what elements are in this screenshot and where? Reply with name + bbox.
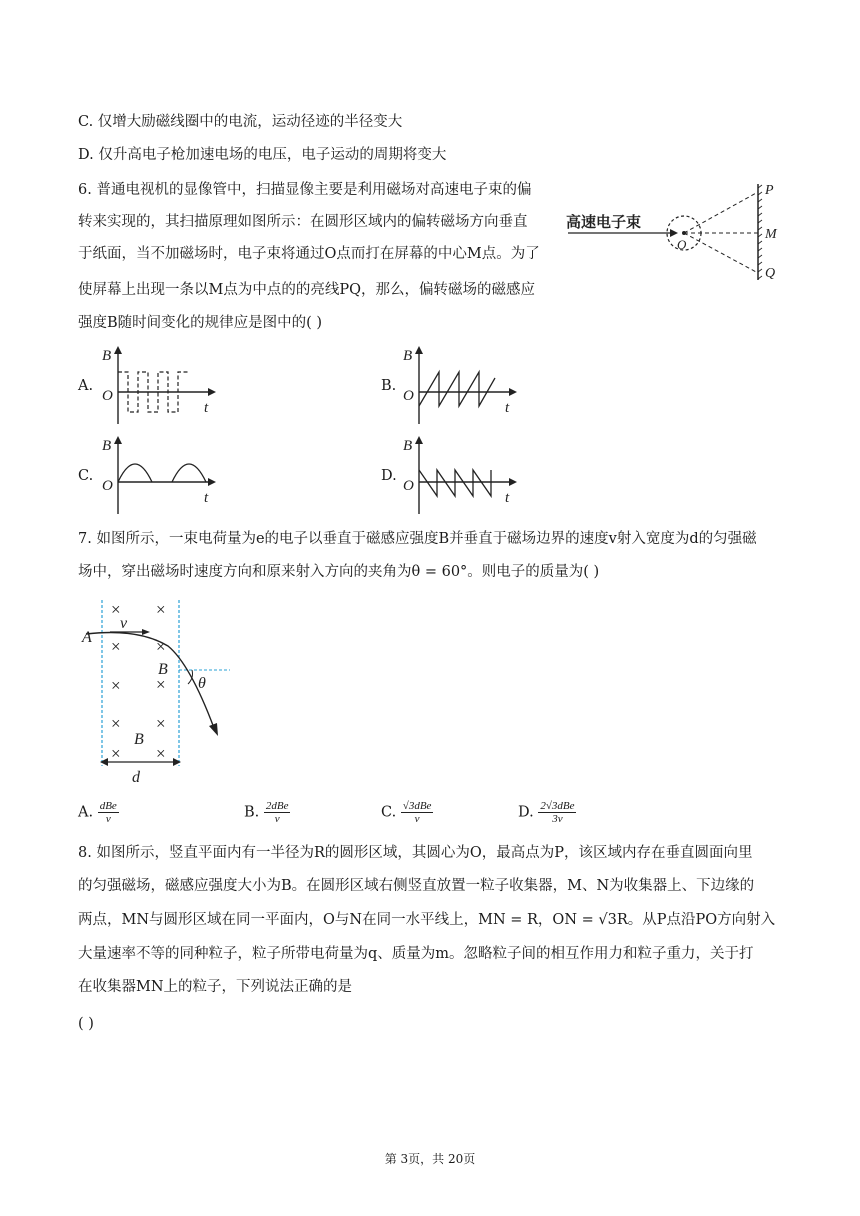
q6-line-2: 转来实现的，其扫描原理如图所示：在圆形区域内的偏转磁场方向垂直 (78, 214, 528, 230)
svg-text:t: t (204, 490, 209, 506)
svg-text:×: × (156, 714, 166, 733)
svg-text:×: × (156, 744, 166, 763)
label-v: v (120, 615, 128, 632)
q6-line-1: 6. 普通电视机的显像管中，扫描显像主要是利用磁场对高速电子束的偏 (78, 182, 532, 198)
q8-line-4: 大量速率不等的同种粒子，粒子所带电荷量为q、质量为m。忽略粒子间的相互作用力和粒子重力，关于打 (78, 946, 754, 962)
svg-text:×: × (156, 600, 166, 619)
beam-label: 高速电子束 (566, 215, 642, 231)
q7-line-2: 场中，穿出磁场时速度方向和原来射入方向的夹角为θ = 60°。则电子的质量为( ) (78, 564, 600, 580)
svg-text:t: t (204, 400, 209, 416)
label-B-point: B (158, 661, 168, 678)
electron-trajectory (86, 633, 214, 729)
label-d: d (132, 769, 140, 786)
svg-text:t: t (505, 400, 510, 416)
svg-text:B: B (403, 348, 413, 364)
svg-text:O: O (102, 388, 113, 404)
label-A: A (82, 629, 92, 646)
q6-line-4: 使屏幕上出现一条以M点为中点的的亮线PQ，那么，偏转磁场的磁感应 (78, 282, 535, 298)
q8-line-3: 两点，MN与圆形区域在同一平面内，O与N在同一水平线上，MN = R，ON = √3R。从P点沿PO方向射入 (78, 912, 776, 928)
label-theta: θ (198, 675, 206, 692)
svg-text:×: × (111, 676, 121, 695)
q7-option-c: C. $\frac{\text{√3dBe}}{v}$ (381, 800, 432, 825)
q7-c-fraction: $\frac{\text{√3dBe}}{v}$ (402, 800, 432, 825)
svg-text:×: × (156, 675, 166, 694)
option-c-prev: C. 仅增大励磁线圈中的电流，运动径迹的半径变大 (78, 114, 403, 130)
page-footer: 第 3页，共 20页 (384, 1152, 476, 1166)
svg-text:O: O (403, 388, 414, 404)
q6-option-d-label: D. (381, 468, 397, 484)
q6-figure (562, 178, 784, 284)
q6-option-c-label: C. (78, 468, 94, 484)
q7-line-1: 7. 如图所示，一束电荷量为e的电子以垂直于磁感应强度B并垂直于磁场边界的速度v射入宽度为d的匀强磁 (78, 531, 757, 547)
svg-text:×: × (111, 714, 121, 733)
label-B-field: B (134, 731, 144, 748)
q8-line-6: ( ) (78, 1016, 94, 1032)
q7-option-b: B. $\frac{\text{2dBe}}{v}$ (244, 800, 289, 825)
svg-text:×: × (156, 637, 166, 656)
q7-d-fraction: $\frac{\text{2√3dBe}}{3v}$ (540, 800, 575, 825)
svg-text:×: × (111, 744, 121, 763)
svg-text:B: B (102, 348, 112, 364)
q7-option-d: D. $\frac{\text{2√3dBe}}{3v}$ (518, 800, 575, 825)
q6-graph-a (100, 344, 220, 428)
q8-line-2: 的匀强磁场，磁感应强度大小为B。在圆形区域右侧竖直放置一粒子收集器，M、N为收集器上、下边缘的 (78, 878, 755, 894)
q6-option-b-label: B. (381, 378, 397, 394)
label-Q: Q (765, 266, 776, 281)
q8-line-5: 在收集器MN上的粒子，下列说法正确的是 (78, 979, 353, 995)
label-P: P (765, 183, 774, 198)
q7-b-fraction: $\frac{\text{2dBe}}{v}$ (265, 800, 289, 825)
q8-line-1: 8. 如图所示，竖直平面内有一半径为R的圆形区域，其圆心为O，最高点为P，该区域内存在垂直圆面向里 (78, 845, 753, 861)
q6-line-3: 于纸面，当不加磁场时，电子束将通过O点而打在屏幕的中心M点。为了 (78, 246, 540, 262)
svg-text:O: O (403, 478, 414, 494)
svg-text:O: O (102, 478, 113, 494)
svg-text:×: × (111, 637, 121, 656)
svg-text:×: × (111, 600, 121, 619)
q6-option-a-label: A. (78, 378, 94, 394)
q6-line-5: 强度B随时间变化的规律应是图中的( ) (78, 315, 323, 331)
q6-graph-d (401, 434, 521, 518)
svg-text:B: B (403, 438, 413, 454)
svg-text:t: t (505, 490, 510, 506)
svg-text:B: B (102, 438, 112, 454)
q7-option-a: A. $\frac{\text{dBe}}{v}$ (78, 800, 117, 825)
q7-figure (78, 598, 268, 788)
option-d-prev: D. 仅升高电子枪加速电场的电压，电子运动的周期将变大 (78, 147, 447, 163)
q6-graph-b (401, 344, 521, 428)
q7-a-fraction: $\frac{\text{dBe}}{v}$ (99, 800, 117, 825)
q6-graph-c (100, 434, 220, 518)
label-M: M (765, 227, 777, 242)
label-O: O (677, 237, 687, 252)
